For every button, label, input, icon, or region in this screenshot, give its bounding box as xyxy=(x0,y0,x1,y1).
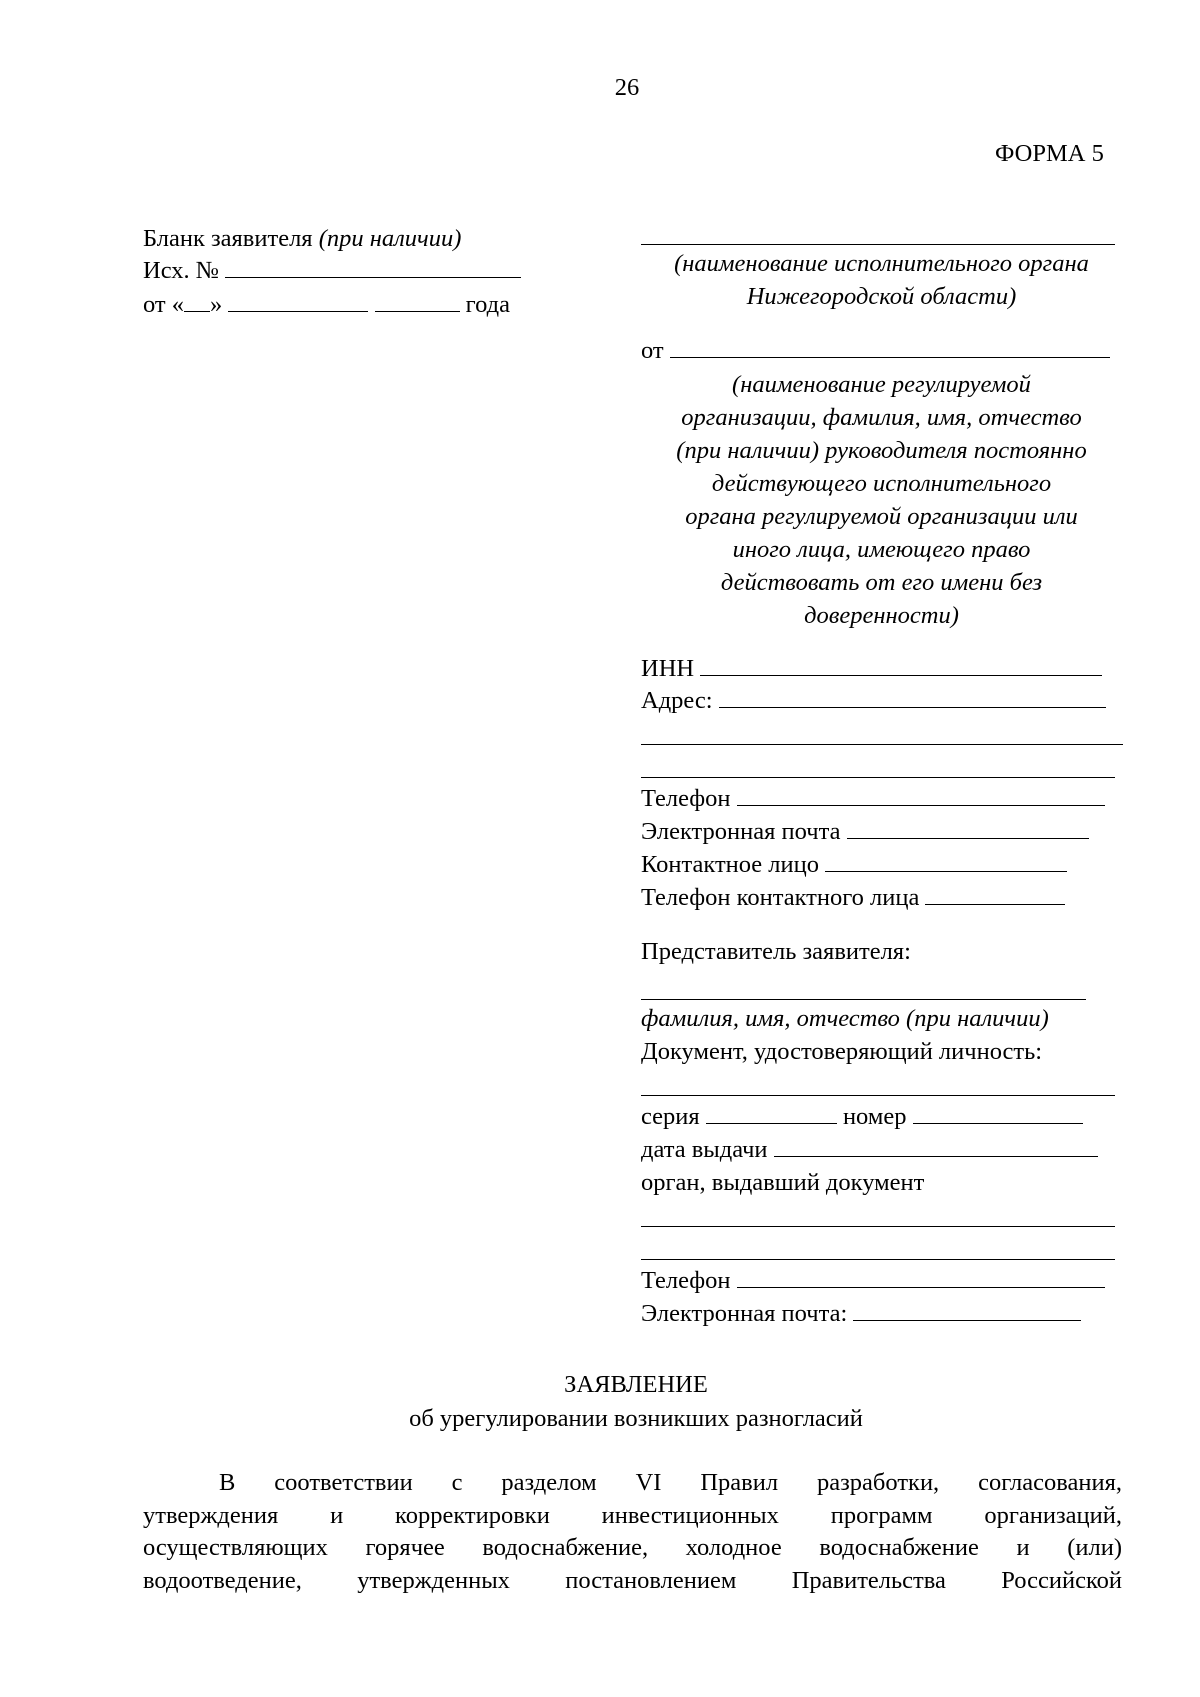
number-field[interactable] xyxy=(913,1102,1083,1124)
id-doc-label: Документ, удостоверяющий личность: xyxy=(641,1038,1043,1065)
date-line xyxy=(143,290,510,320)
rep-email-label: Электронная почта: xyxy=(641,1300,848,1327)
organ-name-field[interactable] xyxy=(641,244,1115,245)
issue-date-line xyxy=(641,1135,1098,1165)
statement-body-line-4: водоотведение, утвержденных постановлением Правительства Российской xyxy=(143,1567,1122,1594)
representative-heading: Представитель заявителя: xyxy=(641,938,911,965)
phone-label: Телефон xyxy=(641,785,731,812)
address-field-3[interactable] xyxy=(641,777,1115,778)
date-month-field[interactable] xyxy=(228,290,368,312)
issue-date-field[interactable] xyxy=(774,1135,1098,1157)
rep-phone-field[interactable] xyxy=(737,1266,1105,1288)
from-caption-7: действовать от его имени без xyxy=(720,569,1043,596)
from-line xyxy=(641,336,1110,366)
statement-body-line-2: утверждения и корректировки инвестиционных программ организаций, xyxy=(143,1502,1122,1529)
rep-email-field[interactable] xyxy=(853,1299,1081,1321)
form-label: ФОРМА 5 xyxy=(995,140,1104,167)
address-label: Адрес: xyxy=(641,687,713,714)
issuer-field-2[interactable] xyxy=(641,1259,1115,1260)
representative-name-field[interactable] xyxy=(641,999,1086,1000)
statement-body-line-1 xyxy=(143,1467,1122,1499)
address-field-2[interactable] xyxy=(641,744,1123,745)
series-label: серия xyxy=(641,1103,700,1130)
from-field[interactable] xyxy=(670,336,1110,358)
out-number-label: Исх. № xyxy=(143,257,220,284)
rep-phone-label: Телефон xyxy=(641,1267,731,1294)
series-number-line xyxy=(641,1102,1083,1132)
date-suffix: года xyxy=(465,291,510,318)
statement-subtitle: об урегулировании возникших разногласий xyxy=(409,1405,863,1432)
blank-label: Бланк заявителя xyxy=(143,225,319,252)
from-caption-2: организации, фамилия, имя, отчество xyxy=(681,404,1082,431)
out-number-line xyxy=(143,256,521,286)
number-label: номер xyxy=(842,1103,907,1130)
organ-caption-2: Нижегородской области) xyxy=(746,283,1017,310)
address-field-1[interactable] xyxy=(719,686,1106,708)
address-line xyxy=(641,686,1106,716)
date-prefix: от « xyxy=(143,291,185,318)
inn-line xyxy=(641,654,1102,684)
from-caption-8: доверенности) xyxy=(804,602,959,629)
contact-person-label: Контактное лицо xyxy=(641,851,820,878)
inn-field[interactable] xyxy=(700,654,1102,676)
phone-field[interactable] xyxy=(737,784,1105,806)
statement-body-text-1: В соответствии с разделом VI Правил разработки, согласования, xyxy=(219,1469,1122,1496)
rep-email-line xyxy=(641,1299,1081,1329)
date-mid: » xyxy=(210,291,223,318)
date-year-field[interactable] xyxy=(375,290,460,312)
from-caption-4: действующего исполнительного xyxy=(711,470,1052,497)
issue-date-label: дата выдачи xyxy=(641,1136,768,1163)
rep-phone-line xyxy=(641,1266,1105,1296)
phone-line xyxy=(641,784,1105,814)
statement-title: ЗАЯВЛЕНИЕ xyxy=(564,1371,708,1398)
contact-phone-label: Телефон контактного лица xyxy=(641,884,920,911)
applicant-blank-line xyxy=(143,224,461,254)
contact-phone-line xyxy=(641,883,1065,913)
from-caption-5: органа регулируемой организации или xyxy=(685,503,1078,530)
statement-body-line-3: осуществляющих горячее водоснабжение, холодное водоснабжение и (или) xyxy=(143,1534,1122,1561)
issuer-label: орган, выдавший документ xyxy=(641,1169,925,1196)
issuer-field-1[interactable] xyxy=(641,1226,1115,1227)
contact-phone-field[interactable] xyxy=(925,883,1065,905)
contact-person-field[interactable] xyxy=(825,850,1067,872)
inn-label: ИНН xyxy=(641,655,695,682)
page-number: 26 xyxy=(614,74,640,101)
series-field[interactable] xyxy=(706,1102,837,1124)
contact-person-line xyxy=(641,850,1067,880)
organ-caption-1: (наименование исполнительного органа xyxy=(674,250,1089,277)
representative-name-caption: фамилия, имя, отчество (при наличии) xyxy=(641,1005,1049,1032)
from-label: от xyxy=(641,337,664,364)
email-line xyxy=(641,817,1089,847)
from-caption-6: иного лица, имеющего право xyxy=(732,536,1031,563)
out-number-field[interactable] xyxy=(225,256,521,278)
date-day-field[interactable] xyxy=(184,290,210,312)
from-caption-3: (при наличии) руководителя постоянно xyxy=(676,437,1087,464)
blank-note: (при наличии) xyxy=(318,225,462,252)
from-caption-1: (наименование регулируемой xyxy=(732,371,1031,398)
email-field[interactable] xyxy=(847,817,1089,839)
email-label: Электронная почта xyxy=(641,818,841,845)
id-doc-field[interactable] xyxy=(641,1095,1115,1096)
